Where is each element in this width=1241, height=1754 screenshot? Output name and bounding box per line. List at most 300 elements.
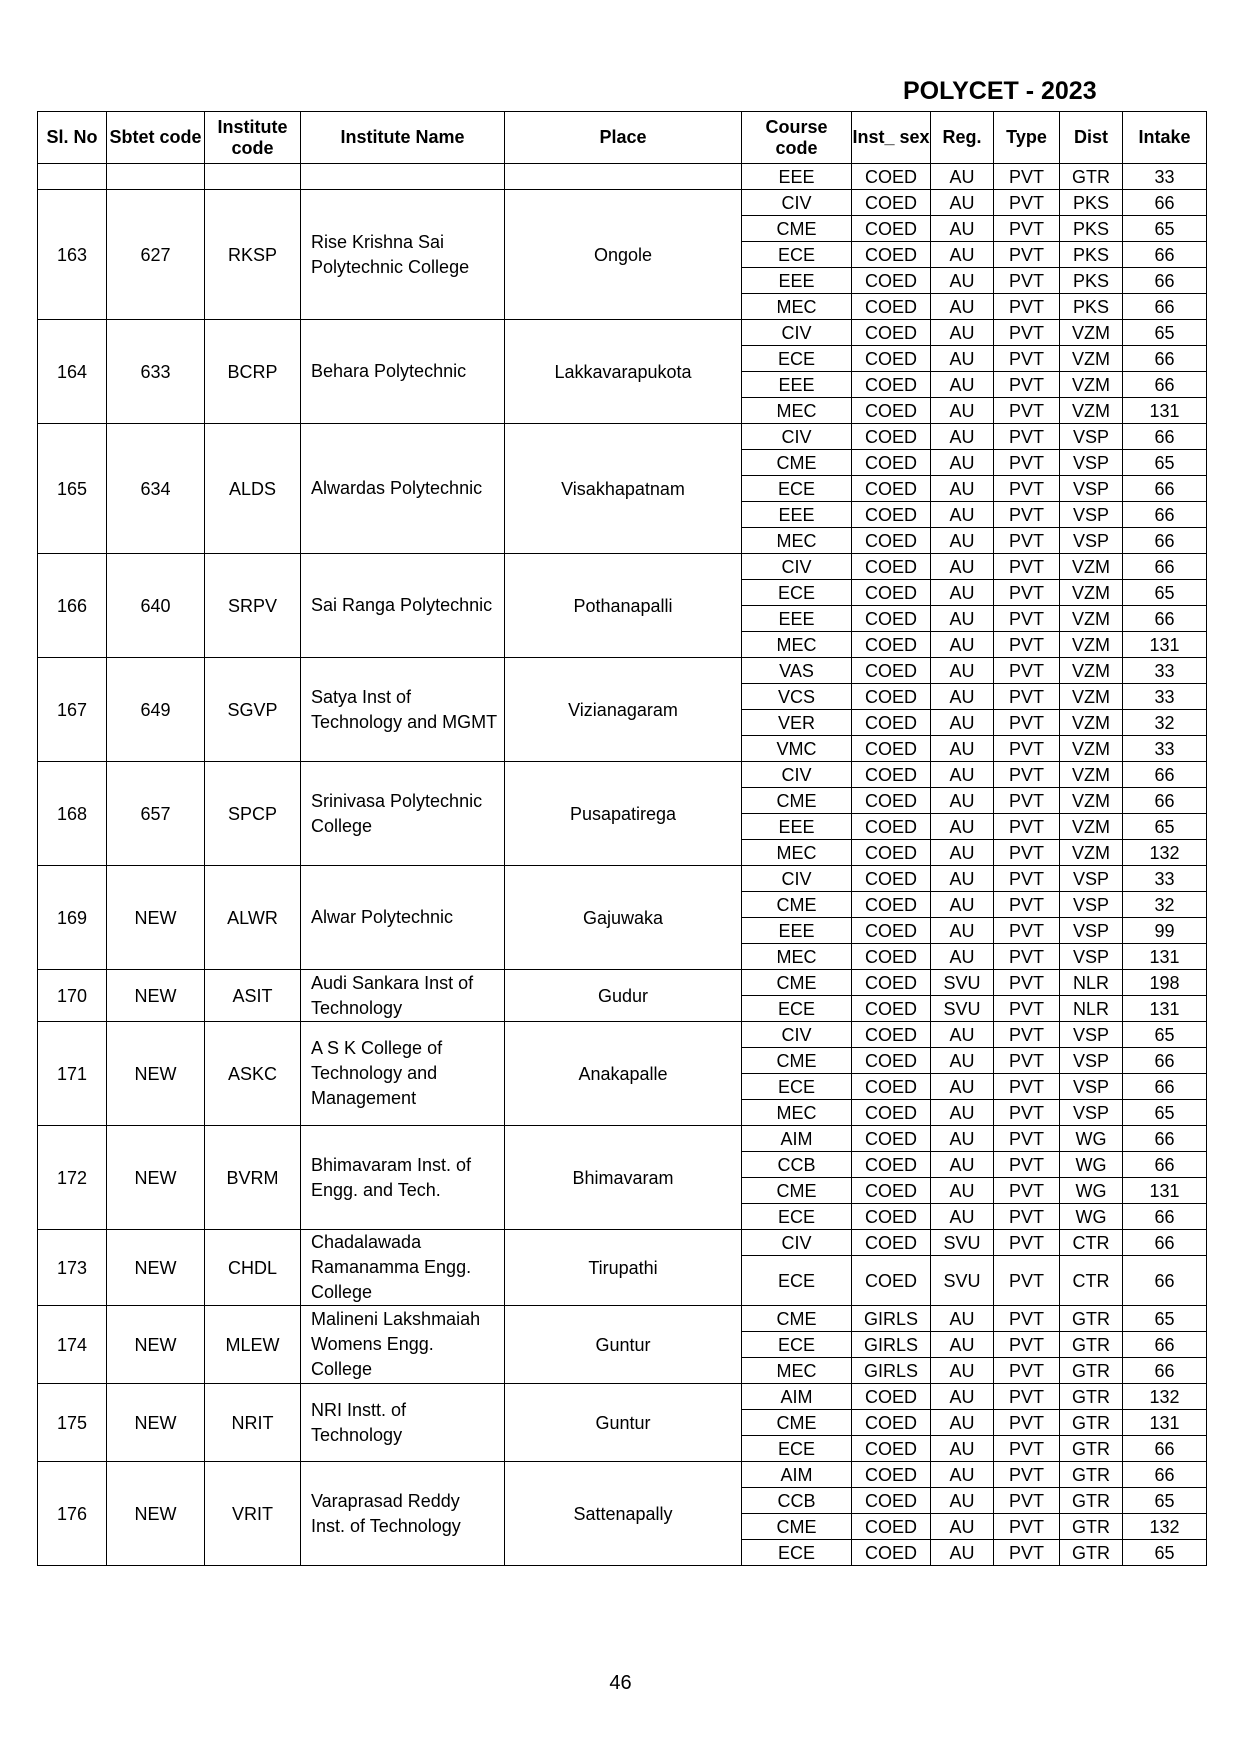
type-cell: PVT	[994, 1204, 1060, 1230]
dist-cell: VZM	[1060, 814, 1123, 840]
dist-cell: VZM	[1060, 372, 1123, 398]
dist-cell: VZM	[1060, 606, 1123, 632]
institute-name-cell: Sai Ranga Polytechnic	[301, 554, 505, 658]
institute-name-cell: Alwar Polytechnic	[301, 866, 505, 970]
intake-cell: 66	[1123, 1462, 1207, 1488]
reg-cell: AU	[931, 1204, 994, 1230]
inst-sex-cell: COED	[852, 554, 931, 580]
type-cell: PVT	[994, 814, 1060, 840]
page-title: POLYCET - 2023	[903, 77, 1097, 105]
institute-code-cell: RKSP	[205, 190, 301, 320]
inst-sex-cell: COED	[852, 710, 931, 736]
dist-cell: VSP	[1060, 1022, 1123, 1048]
course-code-cell: ECE	[742, 1436, 852, 1462]
institute-code-cell: ALWR	[205, 866, 301, 970]
intake-cell: 65	[1123, 1540, 1207, 1566]
dist-cell: GTR	[1060, 1384, 1123, 1410]
reg-cell: AU	[931, 944, 994, 970]
intake-cell: 66	[1123, 346, 1207, 372]
reg-cell: AU	[931, 294, 994, 320]
type-cell: PVT	[994, 1022, 1060, 1048]
course-code-cell: MEC	[742, 294, 852, 320]
inst-sex-cell: COED	[852, 918, 931, 944]
inst-sex-cell: COED	[852, 1048, 931, 1074]
intake-cell: 66	[1123, 1152, 1207, 1178]
intake-cell: 66	[1123, 1358, 1207, 1384]
place-cell: Ongole	[505, 190, 742, 320]
type-cell: PVT	[994, 892, 1060, 918]
inst-sex-cell: COED	[852, 268, 931, 294]
reg-cell: AU	[931, 1462, 994, 1488]
type-cell: PVT	[994, 632, 1060, 658]
col-header-intake: Intake	[1123, 112, 1207, 164]
intake-cell: 33	[1123, 736, 1207, 762]
intake-cell: 33	[1123, 866, 1207, 892]
course-code-cell: CME	[742, 892, 852, 918]
intake-cell: 66	[1123, 528, 1207, 554]
course-code-cell: ECE	[742, 346, 852, 372]
intake-cell: 66	[1123, 788, 1207, 814]
place-cell	[505, 164, 742, 190]
type-cell: PVT	[994, 450, 1060, 476]
reg-cell: SVU	[931, 996, 994, 1022]
intake-cell: 131	[1123, 1178, 1207, 1204]
type-cell: PVT	[994, 294, 1060, 320]
institute-name-cell: Chadalawada Ramanamma Engg. College	[301, 1230, 505, 1306]
intake-cell: 66	[1123, 1230, 1207, 1256]
col-header-place: Place	[505, 112, 742, 164]
inst-sex-cell: COED	[852, 1462, 931, 1488]
intake-cell: 132	[1123, 840, 1207, 866]
inst-sex-cell: COED	[852, 892, 931, 918]
dist-cell: NLR	[1060, 970, 1123, 996]
inst-sex-cell: COED	[852, 1100, 931, 1126]
reg-cell: AU	[931, 190, 994, 216]
intake-cell: 66	[1123, 268, 1207, 294]
course-code-cell: CIV	[742, 554, 852, 580]
col-header-dist: Dist	[1060, 112, 1123, 164]
sl-no-cell: 172	[38, 1126, 107, 1230]
inst-sex-cell: GIRLS	[852, 1306, 931, 1332]
place-cell: Visakhapatnam	[505, 424, 742, 554]
reg-cell: AU	[931, 502, 994, 528]
intake-cell: 131	[1123, 632, 1207, 658]
type-cell: PVT	[994, 320, 1060, 346]
reg-cell: AU	[931, 632, 994, 658]
inst-sex-cell: COED	[852, 1384, 931, 1410]
institutes-table	[37, 111, 1207, 1566]
inst-sex-cell: COED	[852, 424, 931, 450]
inst-sex-cell: GIRLS	[852, 1358, 931, 1384]
course-code-cell: EEE	[742, 268, 852, 294]
sbtet-code-cell: NEW	[107, 1230, 205, 1306]
course-code-cell: CIV	[742, 1230, 852, 1256]
dist-cell: GTR	[1060, 1514, 1123, 1540]
intake-cell: 131	[1123, 1410, 1207, 1436]
dist-cell: VSP	[1060, 502, 1123, 528]
col-header-sl-no: Sl. No	[38, 112, 107, 164]
inst-sex-cell: COED	[852, 1256, 931, 1306]
intake-cell: 131	[1123, 398, 1207, 424]
sbtet-code-cell: 657	[107, 762, 205, 866]
dist-cell: GTR	[1060, 1462, 1123, 1488]
inst-sex-cell: COED	[852, 476, 931, 502]
col-header-sbtet-code: Sbtet code	[107, 112, 205, 164]
table-row	[38, 658, 1207, 684]
type-cell: PVT	[994, 1100, 1060, 1126]
dist-cell: GTR	[1060, 1332, 1123, 1358]
course-code-cell: CCB	[742, 1488, 852, 1514]
inst-sex-cell: COED	[852, 190, 931, 216]
dist-cell: VZM	[1060, 684, 1123, 710]
intake-cell: 66	[1123, 294, 1207, 320]
intake-cell: 66	[1123, 190, 1207, 216]
sbtet-code-cell: NEW	[107, 1306, 205, 1384]
intake-cell: 32	[1123, 892, 1207, 918]
table-row	[38, 1462, 1207, 1488]
inst-sex-cell: COED	[852, 346, 931, 372]
reg-cell: AU	[931, 684, 994, 710]
sbtet-code-cell: 633	[107, 320, 205, 424]
reg-cell: AU	[931, 1332, 994, 1358]
intake-cell: 66	[1123, 1048, 1207, 1074]
reg-cell: AU	[931, 268, 994, 294]
course-code-cell: CME	[742, 1514, 852, 1540]
sbtet-code-cell	[107, 164, 205, 190]
table-body	[38, 164, 1207, 1566]
course-code-cell: CME	[742, 1178, 852, 1204]
reg-cell: AU	[931, 476, 994, 502]
reg-cell: AU	[931, 918, 994, 944]
inst-sex-cell: COED	[852, 996, 931, 1022]
inst-sex-cell: COED	[852, 450, 931, 476]
dist-cell: VZM	[1060, 658, 1123, 684]
table-row	[38, 424, 1207, 450]
reg-cell: AU	[931, 216, 994, 242]
reg-cell: AU	[931, 1152, 994, 1178]
table-row	[38, 970, 1207, 996]
inst-sex-cell: COED	[852, 528, 931, 554]
reg-cell: AU	[931, 866, 994, 892]
type-cell: PVT	[994, 944, 1060, 970]
reg-cell: AU	[931, 164, 994, 190]
place-cell: Pothanapalli	[505, 554, 742, 658]
reg-cell: AU	[931, 892, 994, 918]
reg-cell: AU	[931, 788, 994, 814]
institute-name-cell: Satya Inst of Technology and MGMT	[301, 658, 505, 762]
type-cell: PVT	[994, 762, 1060, 788]
institute-code-cell: ASIT	[205, 970, 301, 1022]
reg-cell: AU	[931, 1306, 994, 1332]
institute-name-cell: Behara Polytechnic	[301, 320, 505, 424]
col-header-reg: Reg.	[931, 112, 994, 164]
institute-name-cell: Malineni Lakshmaiah Womens Engg. College	[301, 1306, 505, 1384]
type-cell: PVT	[994, 606, 1060, 632]
intake-cell: 65	[1123, 1306, 1207, 1332]
dist-cell: NLR	[1060, 996, 1123, 1022]
dist-cell: PKS	[1060, 190, 1123, 216]
intake-cell: 65	[1123, 1022, 1207, 1048]
inst-sex-cell: COED	[852, 580, 931, 606]
dist-cell: GTR	[1060, 1540, 1123, 1566]
sbtet-code-cell: NEW	[107, 866, 205, 970]
reg-cell: AU	[931, 320, 994, 346]
institute-name-cell: Audi Sankara Inst of Technology	[301, 970, 505, 1022]
sl-no-cell: 170	[38, 970, 107, 1022]
type-cell: PVT	[994, 1074, 1060, 1100]
course-code-cell: MEC	[742, 944, 852, 970]
intake-cell: 66	[1123, 606, 1207, 632]
place-cell: Lakkavarapukota	[505, 320, 742, 424]
dist-cell: PKS	[1060, 242, 1123, 268]
table-row	[38, 1126, 1207, 1152]
institute-code-cell: CHDL	[205, 1230, 301, 1306]
institute-name-cell: Srinivasa Polytechnic College	[301, 762, 505, 866]
reg-cell: AU	[931, 1100, 994, 1126]
course-code-cell: AIM	[742, 1126, 852, 1152]
type-cell: PVT	[994, 970, 1060, 996]
dist-cell: VSP	[1060, 1048, 1123, 1074]
dist-cell: WG	[1060, 1204, 1123, 1230]
col-header-institute-name: Institute Name	[301, 112, 505, 164]
type-cell: PVT	[994, 216, 1060, 242]
dist-cell: VSP	[1060, 528, 1123, 554]
inst-sex-cell: COED	[852, 1230, 931, 1256]
type-cell: PVT	[994, 1358, 1060, 1384]
course-code-cell: EEE	[742, 372, 852, 398]
reg-cell: AU	[931, 398, 994, 424]
type-cell: PVT	[994, 1178, 1060, 1204]
table-header-row	[38, 112, 1207, 164]
type-cell: PVT	[994, 268, 1060, 294]
intake-cell: 65	[1123, 814, 1207, 840]
course-code-cell: ECE	[742, 580, 852, 606]
intake-cell: 65	[1123, 1488, 1207, 1514]
course-code-cell: AIM	[742, 1462, 852, 1488]
course-code-cell: VCS	[742, 684, 852, 710]
dist-cell: GTR	[1060, 1410, 1123, 1436]
type-cell: PVT	[994, 1306, 1060, 1332]
reg-cell: AU	[931, 762, 994, 788]
place-cell: Guntur	[505, 1306, 742, 1384]
inst-sex-cell: COED	[852, 1074, 931, 1100]
course-code-cell: VAS	[742, 658, 852, 684]
dist-cell: PKS	[1060, 294, 1123, 320]
course-code-cell: EEE	[742, 502, 852, 528]
type-cell: PVT	[994, 398, 1060, 424]
reg-cell: AU	[931, 1410, 994, 1436]
intake-cell: 132	[1123, 1514, 1207, 1540]
intake-cell: 66	[1123, 554, 1207, 580]
col-header-course-code: Course code	[742, 112, 852, 164]
course-code-cell: CIV	[742, 190, 852, 216]
table-row	[38, 1384, 1207, 1410]
course-code-cell: CIV	[742, 1022, 852, 1048]
inst-sex-cell: COED	[852, 502, 931, 528]
inst-sex-cell: COED	[852, 1488, 931, 1514]
inst-sex-cell: COED	[852, 294, 931, 320]
sl-no-cell: 167	[38, 658, 107, 762]
intake-cell: 65	[1123, 450, 1207, 476]
reg-cell: AU	[931, 1488, 994, 1514]
intake-cell: 65	[1123, 1100, 1207, 1126]
intake-cell: 65	[1123, 320, 1207, 346]
inst-sex-cell: COED	[852, 398, 931, 424]
intake-cell: 66	[1123, 762, 1207, 788]
type-cell: PVT	[994, 242, 1060, 268]
institute-code-cell: SGVP	[205, 658, 301, 762]
course-code-cell: MEC	[742, 528, 852, 554]
type-cell: PVT	[994, 736, 1060, 762]
inst-sex-cell: COED	[852, 658, 931, 684]
intake-cell: 66	[1123, 1074, 1207, 1100]
intake-cell: 66	[1123, 1256, 1207, 1306]
institute-code-cell: NRIT	[205, 1384, 301, 1462]
course-code-cell: CIV	[742, 762, 852, 788]
dist-cell: GTR	[1060, 1488, 1123, 1514]
course-code-cell: CME	[742, 1410, 852, 1436]
reg-cell: AU	[931, 1514, 994, 1540]
type-cell: PVT	[994, 190, 1060, 216]
type-cell: PVT	[994, 684, 1060, 710]
course-code-cell: MEC	[742, 1100, 852, 1126]
intake-cell: 65	[1123, 216, 1207, 242]
course-code-cell: CME	[742, 216, 852, 242]
dist-cell: VSP	[1060, 1100, 1123, 1126]
inst-sex-cell: COED	[852, 1410, 931, 1436]
course-code-cell: CME	[742, 970, 852, 996]
type-cell: PVT	[994, 1514, 1060, 1540]
reg-cell: AU	[931, 424, 994, 450]
inst-sex-cell: COED	[852, 164, 931, 190]
dist-cell: PKS	[1060, 216, 1123, 242]
reg-cell: AU	[931, 814, 994, 840]
course-code-cell: VER	[742, 710, 852, 736]
type-cell: PVT	[994, 1384, 1060, 1410]
course-code-cell: CCB	[742, 1152, 852, 1178]
institute-code-cell: SRPV	[205, 554, 301, 658]
dist-cell: VZM	[1060, 762, 1123, 788]
type-cell: PVT	[994, 502, 1060, 528]
dist-cell: VZM	[1060, 840, 1123, 866]
course-code-cell: ECE	[742, 1332, 852, 1358]
course-code-cell: CME	[742, 1048, 852, 1074]
page-number: 46	[609, 1672, 632, 1694]
dist-cell: VSP	[1060, 918, 1123, 944]
reg-cell: AU	[931, 1048, 994, 1074]
course-code-cell: ECE	[742, 1204, 852, 1230]
reg-cell: AU	[931, 1436, 994, 1462]
intake-cell: 33	[1123, 658, 1207, 684]
type-cell: PVT	[994, 788, 1060, 814]
sbtet-code-cell: NEW	[107, 1126, 205, 1230]
course-code-cell: EEE	[742, 814, 852, 840]
intake-cell: 66	[1123, 1126, 1207, 1152]
sbtet-code-cell: NEW	[107, 970, 205, 1022]
intake-cell: 66	[1123, 1204, 1207, 1230]
sbtet-code-cell: 640	[107, 554, 205, 658]
type-cell: PVT	[994, 554, 1060, 580]
sl-no-cell: 166	[38, 554, 107, 658]
reg-cell: AU	[931, 346, 994, 372]
intake-cell: 66	[1123, 242, 1207, 268]
sl-no-cell: 164	[38, 320, 107, 424]
col-header-type: Type	[994, 112, 1060, 164]
col-header-institute-code: Institute code	[205, 112, 301, 164]
dist-cell: VZM	[1060, 580, 1123, 606]
course-code-cell: ECE	[742, 476, 852, 502]
reg-cell: SVU	[931, 1230, 994, 1256]
reg-cell: AU	[931, 606, 994, 632]
type-cell: PVT	[994, 1048, 1060, 1074]
sl-no-cell: 168	[38, 762, 107, 866]
course-code-cell: MEC	[742, 632, 852, 658]
type-cell: PVT	[994, 840, 1060, 866]
type-cell: PVT	[994, 1256, 1060, 1306]
inst-sex-cell: COED	[852, 1178, 931, 1204]
course-code-cell: MEC	[742, 1358, 852, 1384]
intake-cell: 66	[1123, 502, 1207, 528]
table-row	[38, 1306, 1207, 1332]
sbtet-code-cell: NEW	[107, 1022, 205, 1126]
institute-code-cell: ASKC	[205, 1022, 301, 1126]
reg-cell: AU	[931, 528, 994, 554]
intake-cell: 198	[1123, 970, 1207, 996]
course-code-cell: ECE	[742, 1540, 852, 1566]
course-code-cell: CIV	[742, 320, 852, 346]
dist-cell: VZM	[1060, 554, 1123, 580]
sl-no-cell: 165	[38, 424, 107, 554]
sl-no-cell: 173	[38, 1230, 107, 1306]
inst-sex-cell: COED	[852, 1540, 931, 1566]
institute-name-cell: Bhimavaram Inst. of Engg. and Tech.	[301, 1126, 505, 1230]
sl-no-cell: 176	[38, 1462, 107, 1566]
reg-cell: AU	[931, 658, 994, 684]
sl-no-cell: 163	[38, 190, 107, 320]
intake-cell: 66	[1123, 476, 1207, 502]
inst-sex-cell: COED	[852, 606, 931, 632]
place-cell: Vizianagaram	[505, 658, 742, 762]
intake-cell: 32	[1123, 710, 1207, 736]
institute-code-cell: BCRP	[205, 320, 301, 424]
inst-sex-cell: COED	[852, 1152, 931, 1178]
table-row	[38, 762, 1207, 788]
table-row	[38, 866, 1207, 892]
reg-cell: AU	[931, 840, 994, 866]
course-code-cell: ECE	[742, 1074, 852, 1100]
intake-cell: 66	[1123, 372, 1207, 398]
place-cell: Anakapalle	[505, 1022, 742, 1126]
inst-sex-cell: COED	[852, 736, 931, 762]
reg-cell: AU	[931, 1358, 994, 1384]
reg-cell: AU	[931, 1178, 994, 1204]
sl-no-cell: 169	[38, 866, 107, 970]
inst-sex-cell: COED	[852, 372, 931, 398]
type-cell: PVT	[994, 1410, 1060, 1436]
dist-cell: VSP	[1060, 1074, 1123, 1100]
institute-code-cell: SPCP	[205, 762, 301, 866]
reg-cell: AU	[931, 736, 994, 762]
type-cell: PVT	[994, 1126, 1060, 1152]
sbtet-code-cell: NEW	[107, 1462, 205, 1566]
type-cell: PVT	[994, 1230, 1060, 1256]
sbtet-code-cell: 627	[107, 190, 205, 320]
intake-cell: 131	[1123, 996, 1207, 1022]
table-row	[38, 1022, 1207, 1048]
course-code-cell: EEE	[742, 606, 852, 632]
institute-name-cell	[301, 164, 505, 190]
type-cell: PVT	[994, 1436, 1060, 1462]
